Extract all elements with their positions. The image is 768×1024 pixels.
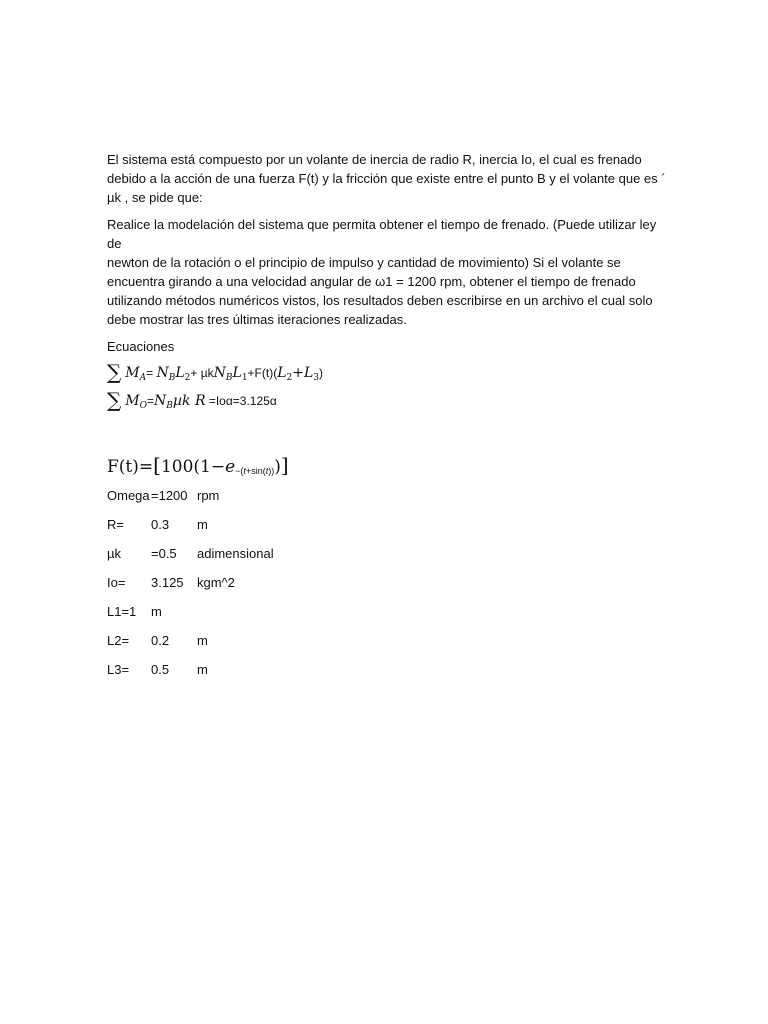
parameter-row — [107, 631, 667, 660]
eq-symbol: L — [303, 365, 314, 381]
eq-subscript: O — [139, 401, 148, 411]
intro-paragraph — [107, 150, 667, 207]
eq-text: =Ioα=3.125α — [205, 394, 277, 408]
eq-symbol: M — [125, 393, 140, 409]
task-line: debe mostrar las tres últimas iteraciones realizadas. — [107, 312, 407, 327]
task-line: utilizando métodos numéricos vistos, los resultados deben escribirse en un archivo el cual solo — [107, 293, 653, 308]
eq-subscript: B — [225, 373, 233, 383]
eq-subscript: B — [168, 373, 176, 383]
parameter-value: 0.3 — [151, 517, 170, 532]
parameter-name: R= — [107, 517, 124, 532]
parameter-value: =1200 — [151, 488, 188, 503]
eq-symbol: L — [175, 365, 185, 381]
parameter-row — [107, 573, 667, 602]
eq-text: = — [146, 366, 157, 380]
force-exponent — [235, 466, 274, 476]
force-text: F(t)= — [107, 457, 154, 477]
eq-text: = — [147, 394, 155, 408]
eq-symbol: L — [232, 365, 242, 381]
parameter-unit: m — [197, 517, 208, 532]
parameter-value: 0.5 — [151, 662, 170, 677]
eq-text: +F(t)( — [247, 366, 278, 380]
parameter-unit: m — [197, 662, 208, 677]
document-page — [107, 150, 667, 689]
parameter-row — [107, 660, 667, 689]
parameter-row — [107, 486, 667, 515]
eq-subscript: A — [139, 373, 147, 383]
eq-subscript: B — [166, 401, 173, 411]
eq-subscript: 2 — [184, 373, 191, 383]
summation-symbol: ∑ — [107, 360, 122, 384]
parameter-name: L1=1 — [107, 604, 137, 619]
eq-text: + µk — [190, 366, 214, 380]
eq-symbol: R — [194, 393, 206, 409]
eq-text: ) — [319, 366, 324, 380]
parameter-unit: rpm — [197, 488, 220, 503]
parameter-value: =0.5 — [151, 546, 177, 561]
summation-symbol: ∑ — [107, 388, 122, 412]
parameter-row — [107, 544, 667, 573]
exponent-text: t — [243, 466, 246, 476]
parameter-unit: adimensional — [197, 546, 274, 561]
equations-heading: Ecuaciones — [107, 339, 175, 354]
force-text: ) — [274, 457, 281, 477]
task-line: encuentra girando a una velocidad angular de ω1 = 1200 rpm, obtener el tiempo de frenado — [107, 274, 636, 289]
parameter-row — [107, 602, 667, 631]
eq-symbol: L — [277, 365, 287, 381]
eq-text: + — [292, 365, 304, 381]
task-line: newton de la rotación o el principio de impulso y cantidad de movimiento) Si el volante se — [107, 255, 621, 270]
intro-line: µk , se pide que: — [107, 190, 203, 205]
force-text: 100(1− — [160, 457, 226, 477]
intro-line: El sistema está compuesto por un volante de inercia de radio R, inercia Io, el cual es frenado — [107, 152, 642, 167]
eq-subscript: 2 — [286, 373, 293, 383]
eq-symbol: N — [156, 365, 169, 381]
force-bracket: ] — [280, 453, 289, 477]
eq-symbol: µk — [172, 393, 191, 409]
force-text: e — [225, 457, 236, 477]
eq-symbol: M — [125, 365, 140, 381]
parameter-row — [107, 515, 667, 544]
exponent-text: t — [265, 466, 269, 476]
eq-subscript: 1 — [241, 373, 248, 383]
parameter-value: 0.2 — [151, 633, 170, 648]
task-line: Realice la modelación del sistema que permita obtener el tiempo de frenado. (Puede utilizar ley de — [107, 217, 657, 251]
parameter-value: m — [151, 604, 162, 619]
moment-equation-o — [107, 388, 667, 412]
parameter-name: µk — [107, 546, 121, 561]
eq-symbol: N — [213, 365, 226, 381]
parameter-unit: kgm^2 — [197, 575, 235, 590]
parameter-value: 3.125 — [151, 575, 184, 590]
parameter-name: Omega — [107, 488, 150, 503]
exponent-text: )) — [268, 466, 275, 476]
parameter-name: L3= — [107, 662, 130, 677]
parameter-name: L2= — [107, 633, 130, 648]
eq-symbol: N — [154, 393, 167, 409]
force-equation — [107, 452, 667, 478]
parameter-name: Io= — [107, 575, 126, 590]
eq-subscript: 3 — [313, 373, 320, 383]
force-bracket: [ — [153, 453, 161, 477]
intro-line: debido a la acción de una fuerza F(t) y la fricción que existe entre el punto B y el volante que es ´ — [107, 171, 666, 186]
exponent-text: −( — [235, 466, 244, 476]
moment-equation-a — [107, 360, 667, 384]
exponent-text: +sin( — [245, 466, 266, 476]
parameter-list — [107, 486, 667, 689]
task-paragraph — [107, 215, 667, 329]
parameter-unit: m — [197, 633, 208, 648]
